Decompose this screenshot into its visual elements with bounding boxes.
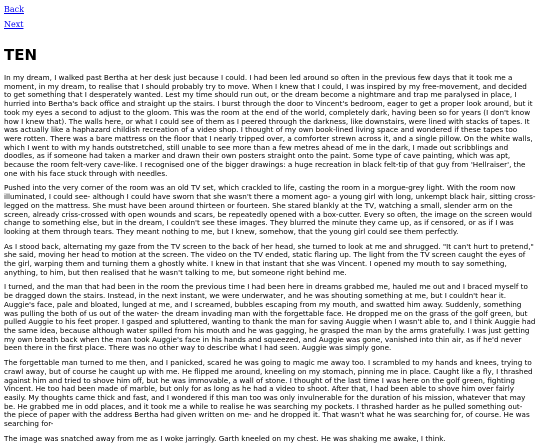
chapter-navigation <box>4 4 536 30</box>
paragraph-6: The image was snatched away from me as I woke jarringly. Garth kneeled on my chest. He was shaking me awake, I think. <box>4 433 446 443</box>
back-link[interactable]: Back <box>4 5 24 14</box>
chapter-title: TEN <box>4 46 38 64</box>
chapter-body <box>4 74 536 443</box>
next-link[interactable]: Next <box>4 20 24 29</box>
paragraph-2: Pushed into the very corner of the room was an old TV set, which crackled to life, casting the room in a morgue-grey light. With the room now illuminated, I could see- although I could have sworn that she wasn't there a moment ago- a young girl with long, unkempt black hair, sitting cross-legged on the mattress. She must have been around thirteen or fourteen. She stared blankly at the TV, watching a small, slender arm on the screen, already criss-crossed with open wounds and scars, be repeatedly opened with a box-cutter. Every so often, the image on the screen would change to something else, but in the dream, I couldn't see these images. They blurred the minute they came up, as if censored, or as if I was looking at them through tears. They meant nothing to me, but I knew, somehow, that the young girl could see them perfectly. <box>4 183 536 236</box>
paragraph-4: I turned, and the man that had been in the room the previous time I had been here in dreams grabbed me, hauled me out and I braced myself to be dragged down the stairs. Instead, in the next instant, we were underwater, and he was shouting something at me, but I couldn't hear it. Auggie's face, pale and bloated, lunged at me, and I screamed, bubbles escaping from my mouth, and swatted him away. Suddenly, something was pulling the both of us out of the water- the dream invading man with the forgettable face. He dropped me on the grass of the golf green, but pulled Auggie to his feet proper. I gasped and spluttered, wanting to thank the man for saving Auggie when I wasn't able to, and I think Auggie had the same idea, because although water spilled from his mouth and he was gagging, he grasped the man by the arms gratefully. I was just getting my own breath back when the man took Auggie's face in his hands and squeezed, and Auggie was gone, vanished into thin air, as if he'd never been there in the first place. There was no other way to describe what I had seen. Auggie was simply gone. <box>4 282 536 353</box>
paragraph-1: In my dream, I walked past Bertha at her desk just because I could. I had been led around so often in the previous few days that it took me a moment, in my dream, to realise that I should probably try to move. When I knew that I could, I was inspired by my free-movement, and decided to get something that I desperately wanted. Lest my time should run out, or the dream become a nightmare and trap me paralysed in place, I hurried into Bertha's back office and straight up the stairs. I burst through the door to Vincent's bedroom, eager to get a proper look around, but it took my eyes a second to adjust to the gloom. This was the room at the end of the world, completely dark, having been so for years (I don't know how I knew that). The walls here, or what I could see of them as I peered through the darkness, like downstairs, were lined with stacks of tapes. It was actually like a haphazard childish recreation of a video shop. I thought of my own book-lined living space and wondered if these tapes too were rotten. There was a bare mattress on the floor that I nearly tripped over, a comforter strewn across it, and a single pillow. On the white walls, which I went to with my hands outstretched, still unable to see more than a few metres ahead of me in the dark, I made out scribblings and doodles, as if someone had taken a marker and drawn their own posters straight onto the paint. Some type of cave painting, which was apt, because the room felt-very cave-like. I recognised one of the bigger drawings: a huge recreation in black felt-tip of that guy from 'Hellraiser', the one with his face stuck through with needles. <box>4 73 533 178</box>
paragraph-5: The forgettable man turned to me then, and I panicked, scared he was going to magic me away too. I scrambled to my hands and knees, trying to crawl away, but of course he caught up with me. He flipped me around, kneeling on my stomach, pinning me in place. Caught like a fly, I thrashed against him and tried to shove him off, but he was immovable, a wall of stone. I thought of the last time I was here on the golf green, fighting Vincent. He too had been made of marble, but only for as long as he had a video to shoot. After that, I had been able to shove him over fairly easily. My thoughts came thick and fast, and I wondered if this man too was only invulnerable for the duration of his mission, whatever that may be. He grabbed me in odd places, and it took me a while to realise he was searching my pockets. I thrashed harder as he pulled something out- the piece of paper with the address Bertha had given written on me- and he dropped it. That wasn't what he was searching for, of course. He was searching for- <box>4 358 533 429</box>
paragraph-3: As I stood back, alternating my gaze from the TV screen to the back of her head, she turned to look at me and shrugged. "It can't hurt to pretend," she said, moving her head to motion at the screen. The video on the TV ended, static flaring up. The light from the TV screen caught the eyes of the girl, warping them and turning them a ghostly white. I knew in that instant that she was Vincent. I opened my mouth to say something, anything, to him, but then realised that he wasn't talking to me, but someone right behind me. <box>4 241 534 277</box>
